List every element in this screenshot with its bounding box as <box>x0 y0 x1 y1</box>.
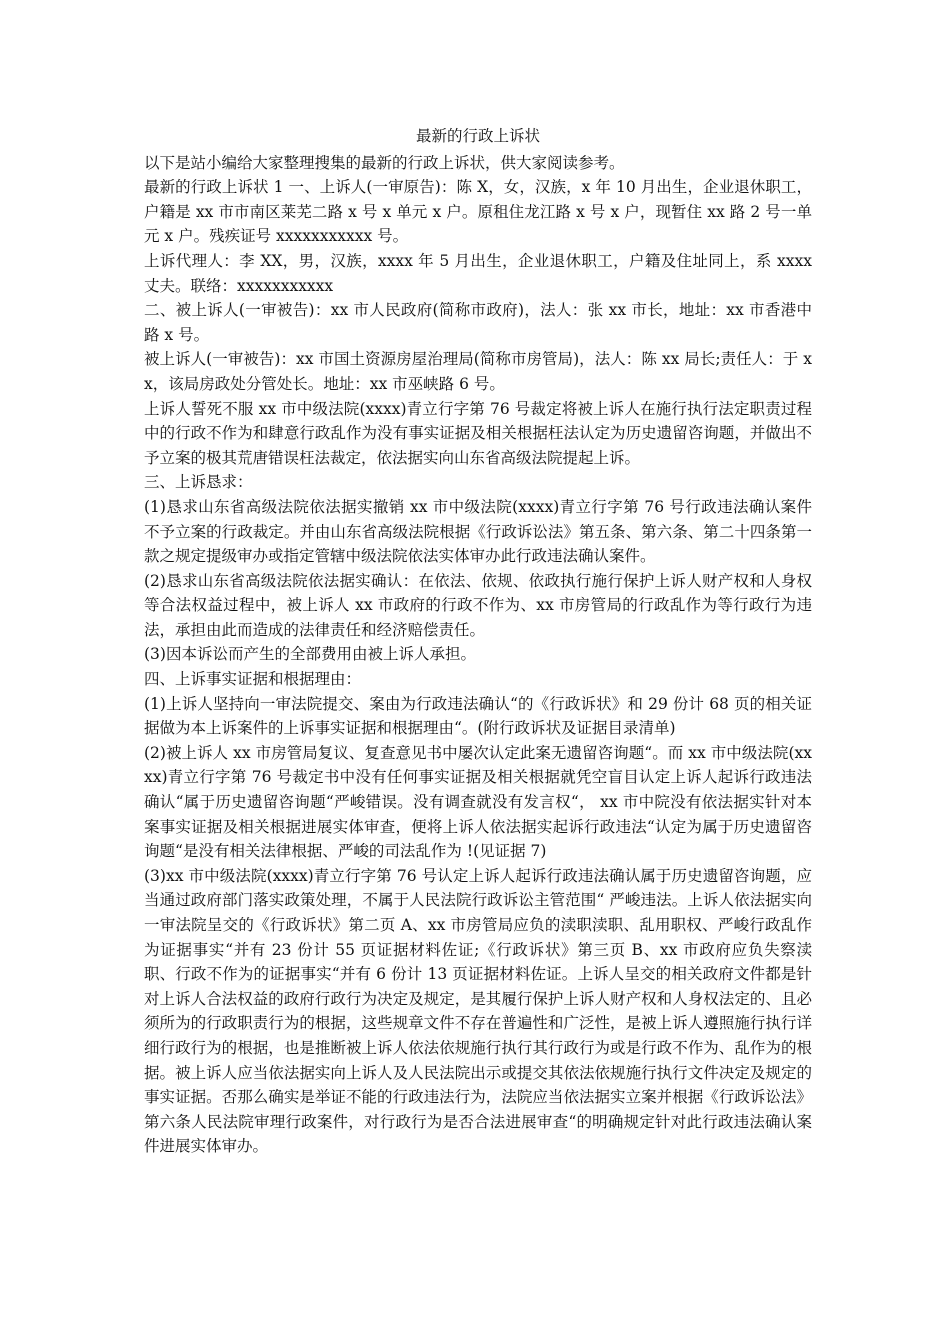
request-1-paragraph: (1)恳求山东省高级法院依法据实撤销 xx 市中级法院(xxxx)青立行字第 76 号行政违法确认案件不予立案的行政裁定。并由山东省高级法院根据《行政诉讼法》第五条、第六条、第二十四条第一款之规定提级审办或指定管辖中级法院依法实体审办此行政违法确认案件。 <box>144 497 812 566</box>
document-page <box>144 124 812 1159</box>
document-title: 最新的行政上诉状 <box>415 127 540 145</box>
request-2-paragraph: (2)恳求山东省高级法院依法据实确认：在依法、依规、依政执行施行保护上诉人财产权和人身权等合法权益过程中，被上诉人 xx 市政府的行政不作为、xx 市房管局的行政乱作为等行政行为违法，承担由此而造成的法律责任和经济赔偿责任。 <box>144 571 812 639</box>
appellee-2-paragraph: 被上诉人(一审被告)：xx 市国土资源房屋治理局(简称市房管局)，法人：陈 xx 局长;责任人：于 xx，该局房政处分管处长。地址：xx 市巫峡路 6 号。 <box>144 350 812 393</box>
appellee-1-paragraph: 二、被上诉人(一审被告)：xx 市人民政府(简称市政府)，法人：张 xx 市长，地址：xx 市香港中路 x 号。 <box>144 301 812 344</box>
evidence-2-paragraph: (2)被上诉人 xx 市房管局复议、复查意见书中屡次认定此案无遗留咨询题“。而 xx 市中级法院(xxxx)青立行字第 76 号裁定书中没有任何事实证据及相关根据就凭空盲目认定上诉人起诉行政违法确认“属于历史遗留咨询题“严峻错误。没有调查就没有发言权“， xx 市中院没有依法据实针对本案事实证据及相关根据进展实体审查，便将上诉人依法据实起诉行政违法“认定为属于历史遗留咨询题“是没有相关法律根据、严峻的司法乱作为 !(见证据 7) <box>144 743 812 861</box>
section-heading-requests: 三、上诉恳求： <box>144 473 253 492</box>
statement-paragraph: 上诉人誓死不服 xx 市中级法院(xxxx)青立行字第 76 号裁定将被上诉人在施行执行法定职责过程中的行政不作为和肆意行政乱作为没有事实证据及相关根据枉法认定为历史遗留咨询题，并做出不予立案的极其荒唐错误枉法裁定，依法据实向山东省高级法院提起上诉。 <box>144 399 812 467</box>
appellant-paragraph: 最新的行政上诉状 1 一、上诉人(一审原告)：陈 X，女，汉族，x 年 10 月出生，企业退休职工，户籍是 xx 市市南区莱芜二路 x 号 x 单元 x 户。原租住龙江路 x 号 x 户，现暂住 xx 路 2 号一单元 x 户。残疾证号 xxxxxxxxxxx 号。 <box>144 178 812 246</box>
intro-paragraph: 以下是站小编给大家整理搜集的最新的行政上诉状，供大家阅读参考。 <box>144 153 625 172</box>
agent-paragraph: 上诉代理人：李 XX，男，汉族，xxxx 年 5 月出生，企业退休职工，户籍及住址同上，系 xxxx 丈夫。联络：xxxxxxxxxxx <box>144 251 812 295</box>
evidence-1-paragraph: (1)上诉人坚持向一审法院提交、案由为行政违法确认“的《行政诉状》和 29 份计 68 页的相关证据做为本上诉案件的上诉事实证据和根据理由“。(附行政诉状及证据目录清单) <box>144 694 812 738</box>
section-heading-evidence: 四、上诉事实证据和根据理由： <box>144 670 362 689</box>
evidence-3-paragraph: (3)xx 市中级法院(xxxx)青立行字第 76 号认定上诉人起诉行政违法确认属于历史遗留咨询题，应当通过政府部门落实政策处理，不属于人民法院行政诉讼主管范围“ 严峻违法。上诉人依法据实向一审法院呈交的《行政诉状》第二页 A、xx 市房管局应负的渎职渎职、乱用职权、严峻行政乱作为证据事实“并有 23 份计 55 页证据材料佐证;《行政诉状》第三页 B、xx 市政府应负失察渎职、行政不作为的证据事实“并有 6 份计 13 页证据材料佐证。上诉人呈交的相关政府文件都是针对上诉人合法权益的政府行政行为决定及规定，是其履行保护上诉人财产权和人身权法定的、且必须所为的行政职责行为的根据，这些规章文件不存在普遍性和广泛性，是被上诉人遵照施行执行详细行政行为的根据，也是推断被上诉人依法依规施行执行其行政行为或是行政不作为、乱作为的根据。被上诉人应当依法据实向上诉人及人民法院出示或提交其依法依规施行执行文件决定及规定的事实证据。否那么确实是举证不能的行政违法行为，法院应当依法据实立案并根据《行政诉讼法》第六条人民法院审理行政案件，对行政行为是否合法进展审查“的明确规定针对此行政违法确认案件进展实体审办。 <box>144 866 812 1156</box>
request-3-paragraph: (3)因本诉讼而产生的全部费用由被上诉人承担。 <box>144 645 476 664</box>
